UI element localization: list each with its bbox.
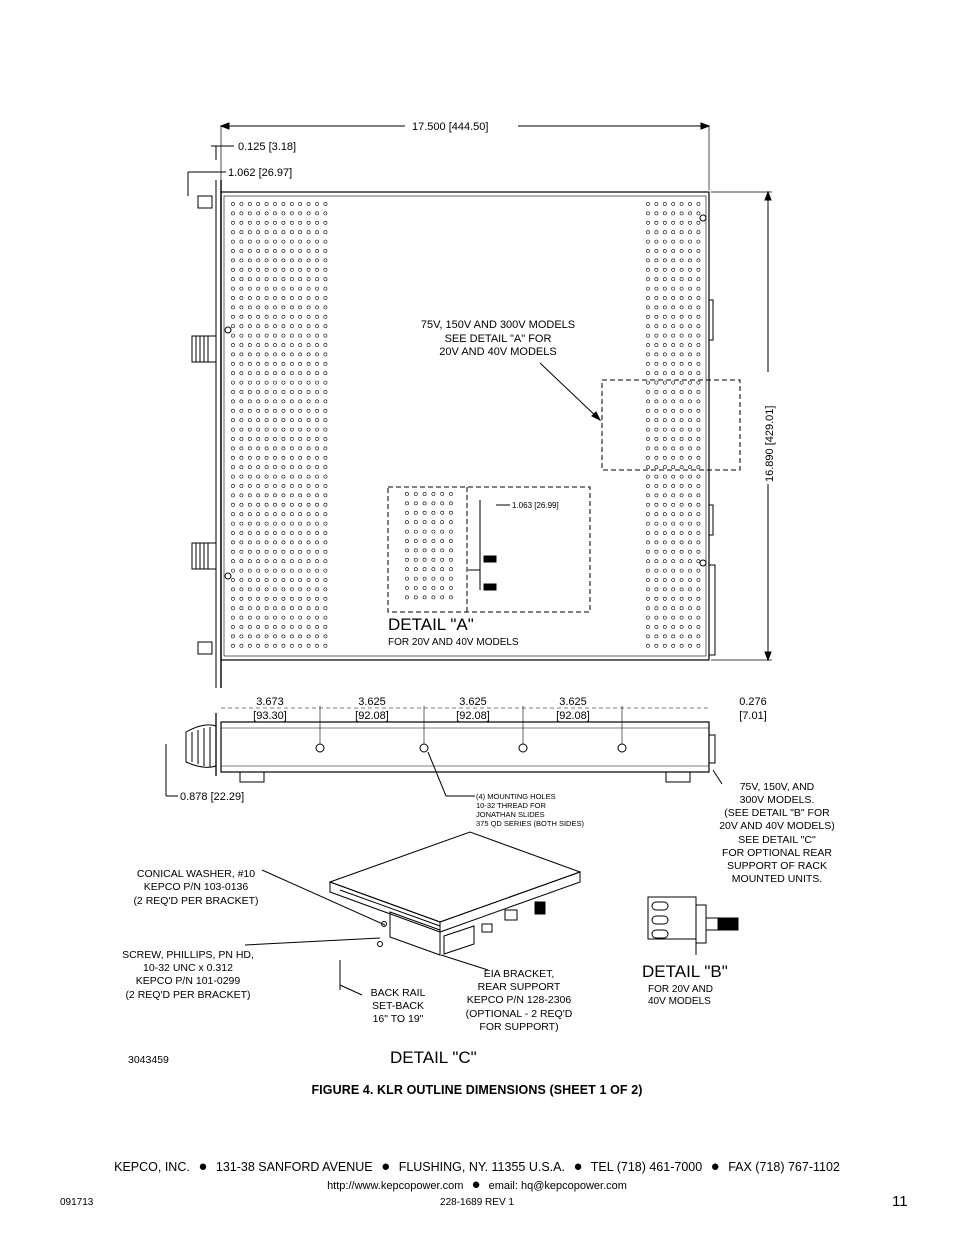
doc-revision: 228-1689 REV 1 bbox=[440, 1197, 514, 1208]
svg-text:[92.08]: [92.08] bbox=[355, 710, 389, 722]
svg-text:SEE DETAIL "C": SEE DETAIL "C" bbox=[738, 834, 816, 846]
dim-front-label: 1.062 [26.97] bbox=[228, 167, 293, 179]
svg-text:KEPCO P/N 103-0136: KEPCO P/N 103-0136 bbox=[143, 881, 249, 893]
dim-width-label: 17.500 [444.50] bbox=[412, 121, 489, 133]
bracket-note bbox=[466, 968, 573, 1033]
vent-hole-pattern bbox=[231, 202, 700, 647]
svg-text:[92.08]: [92.08] bbox=[556, 710, 590, 722]
svg-text:KEPCO P/N 101-0299: KEPCO P/N 101-0299 bbox=[135, 975, 241, 987]
svg-text:3.673: 3.673 bbox=[256, 696, 284, 708]
svg-text:SUPPORT OF RACK: SUPPORT OF RACK bbox=[727, 860, 827, 872]
footer-address bbox=[0, 1158, 954, 1175]
svg-text:3.625: 3.625 bbox=[358, 696, 386, 708]
bullet-icon: ● bbox=[573, 1158, 583, 1175]
svg-text:CONICAL WASHER, #10: CONICAL WASHER, #10 bbox=[136, 868, 256, 880]
svg-text:SCREW, PHILLIPS, PN HD,: SCREW, PHILLIPS, PN HD, bbox=[122, 949, 254, 961]
top-view-chassis bbox=[188, 123, 772, 688]
bullet-icon: ● bbox=[381, 1158, 391, 1175]
detail-c-title: DETAIL "C" bbox=[390, 1048, 477, 1067]
footer-email-link[interactable]: email: hq@kepcopower.com bbox=[488, 1180, 627, 1192]
back-rail-note bbox=[371, 987, 426, 1025]
rear-support-note bbox=[719, 781, 835, 885]
svg-text:16" TO 19": 16" TO 19" bbox=[372, 1013, 424, 1025]
screw-note bbox=[122, 949, 254, 1001]
svg-text:(2 REQ'D PER BRACKET): (2 REQ'D PER BRACKET) bbox=[133, 895, 259, 907]
svg-text:10-32 UNC x 0.312: 10-32 UNC x 0.312 bbox=[143, 962, 233, 974]
svg-text:KEPCO P/N 128-2306: KEPCO P/N 128-2306 bbox=[466, 994, 572, 1006]
footer-street: 131-38 SANFORD AVENUE bbox=[215, 1160, 373, 1174]
svg-text:SEE DETAIL "A" FOR: SEE DETAIL "A" FOR bbox=[444, 333, 552, 345]
detail-b-subtitle-2: 40V MODELS bbox=[648, 996, 711, 1007]
mounting-holes-note bbox=[476, 792, 584, 828]
svg-text:75V, 150V AND 300V MODELS: 75V, 150V AND 300V MODELS bbox=[420, 319, 576, 331]
svg-text:EIA BRACKET,: EIA BRACKET, bbox=[483, 968, 555, 980]
doc-date-code: 091713 bbox=[60, 1197, 94, 1208]
dim-front-side-label: 0.878 [22.29] bbox=[180, 791, 245, 803]
svg-text:375 QD SERIES (BOTH SIDES): 375 QD SERIES (BOTH SIDES) bbox=[476, 819, 584, 828]
figure-caption: FIGURE 4. KLR OUTLINE DIMENSIONS (SHEET 1 OF 2) bbox=[311, 1083, 643, 1097]
svg-text:0.276: 0.276 bbox=[739, 696, 767, 708]
dim-panel-label: 0.125 [3.18] bbox=[238, 141, 297, 153]
svg-text:20V AND 40V MODELS): 20V AND 40V MODELS) bbox=[719, 820, 835, 832]
footer-contact bbox=[0, 1176, 954, 1193]
svg-text:(2 REQ'D PER BRACKET): (2 REQ'D PER BRACKET) bbox=[125, 989, 251, 1001]
footer-city: FLUSHING, NY. 11355 U.S.A. bbox=[398, 1160, 565, 1174]
svg-text:BACK RAIL: BACK RAIL bbox=[370, 987, 426, 999]
drawing-number: 3043459 bbox=[128, 1054, 169, 1066]
svg-text:75V, 150V, AND: 75V, 150V, AND bbox=[739, 781, 815, 793]
svg-text:[92.08]: [92.08] bbox=[456, 710, 490, 722]
detail-b-subtitle-1: FOR 20V AND bbox=[648, 984, 714, 995]
bullet-icon: ● bbox=[710, 1158, 720, 1175]
page-number: 11 bbox=[892, 1193, 908, 1210]
footer-fax: FAX (718) 767-1102 bbox=[728, 1160, 840, 1174]
bullet-icon: ● bbox=[198, 1158, 208, 1175]
svg-text:SET-BACK: SET-BACK bbox=[372, 1000, 424, 1012]
models-note bbox=[421, 319, 575, 358]
washer-note bbox=[133, 868, 258, 907]
bullet-icon: ● bbox=[471, 1176, 481, 1193]
side-view-chassis bbox=[166, 706, 722, 796]
side-dims bbox=[253, 696, 767, 722]
svg-text:REAR SUPPORT: REAR SUPPORT bbox=[477, 981, 561, 993]
detail-b-view bbox=[648, 897, 738, 955]
svg-text:(OPTIONAL - 2 REQ'D: (OPTIONAL - 2 REQ'D bbox=[465, 1008, 573, 1020]
detail-b-title: DETAIL "B" bbox=[642, 962, 728, 981]
detail-a-dim-label: 1.063 [26.99] bbox=[512, 501, 559, 510]
svg-text:(SEE DETAIL "B" FOR: (SEE DETAIL "B" FOR bbox=[724, 807, 830, 819]
svg-text:20V AND 40V MODELS: 20V AND 40V MODELS bbox=[439, 346, 557, 358]
svg-text:[7.01]: [7.01] bbox=[739, 710, 767, 722]
svg-text:300V MODELS.: 300V MODELS. bbox=[739, 794, 815, 806]
detail-a-subtitle: FOR 20V AND 40V MODELS bbox=[388, 637, 519, 648]
detail-a-title: DETAIL "A" bbox=[388, 615, 474, 634]
svg-text:JONATHAN SLIDES: JONATHAN SLIDES bbox=[476, 810, 545, 819]
svg-text:3.625: 3.625 bbox=[459, 696, 487, 708]
svg-text:(4) MOUNTING HOLES: (4) MOUNTING HOLES bbox=[476, 792, 556, 801]
dim-height-label: 16.890 [429.01] bbox=[764, 405, 776, 482]
svg-text:FOR SUPPORT): FOR SUPPORT) bbox=[479, 1021, 559, 1033]
footer-tel: TEL (718) 461-7000 bbox=[590, 1160, 703, 1174]
svg-text:10-32 THREAD FOR: 10-32 THREAD FOR bbox=[476, 801, 546, 810]
svg-text:MOUNTED UNITS.: MOUNTED UNITS. bbox=[731, 873, 823, 885]
svg-text:FOR OPTIONAL REAR: FOR OPTIONAL REAR bbox=[722, 847, 832, 859]
svg-text:3.625: 3.625 bbox=[559, 696, 587, 708]
footer-web-link[interactable]: http://www.kepcopower.com bbox=[327, 1180, 464, 1192]
footer-company: KEPCO, INC. bbox=[114, 1160, 190, 1174]
svg-text:[93.30]: [93.30] bbox=[253, 710, 287, 722]
